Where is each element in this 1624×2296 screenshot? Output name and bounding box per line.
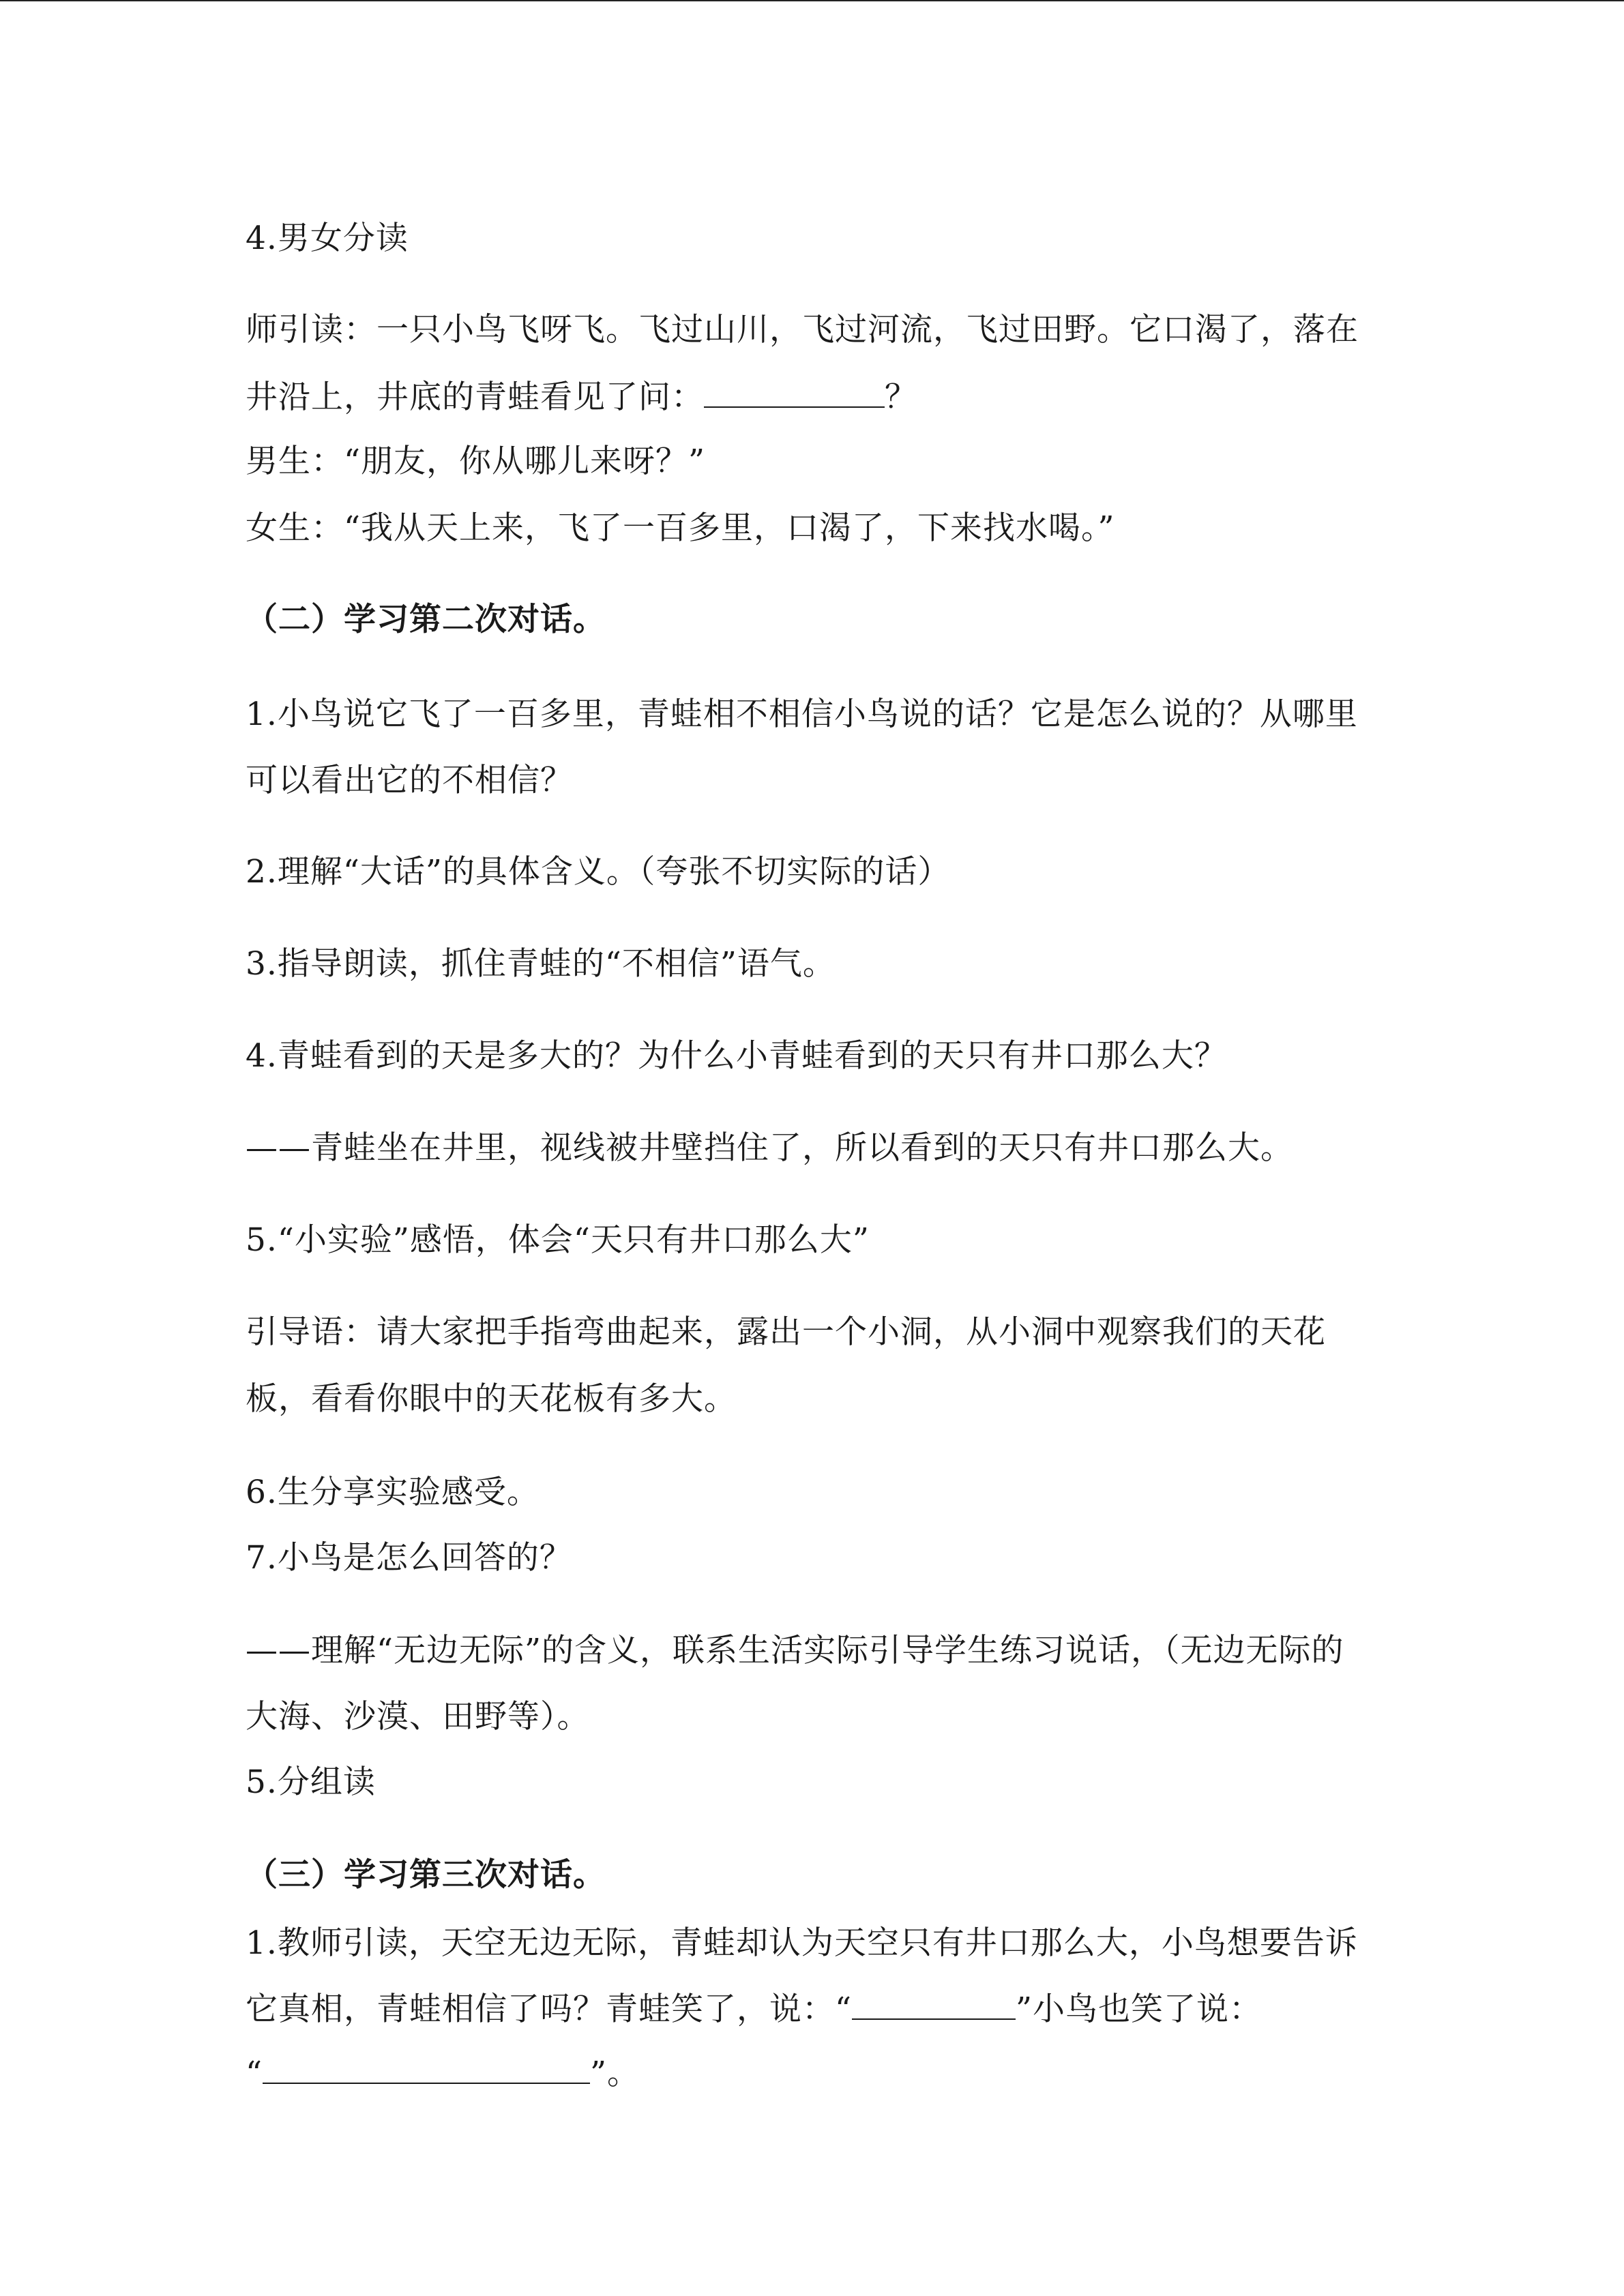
item-3-1-line3: “ ”。 <box>246 2053 640 2094</box>
teacher-lead-reading-line2: 井沿上，井底的青蛙看见了问： ？ <box>246 376 917 418</box>
section-heading-3: （三）学习第三次对话。 <box>246 1856 606 1894</box>
item-2-4-answer: ——青蛙坐在井里，视线被井壁挡住了，所以看到的天只有井口那么大。 <box>246 1129 1293 1167</box>
item-2-group-reading: 5.分组读 <box>246 1763 376 1801</box>
item-2-3: 3.指导朗读，抓住青蛙的“不相信”语气。 <box>246 945 836 983</box>
item-3-1-line1: 1.教师引读，天空无边无际，青蛙却认为天空只有井口那么大，小鸟想要告诉 <box>246 1924 1358 1962</box>
step-boy-girl-reading: 4.男女分读 <box>246 220 409 257</box>
item-2-7-answer-line1: ——理解“无边无际”的含义，联系生活实际引导学生练习说话，（无边无际的 <box>246 1632 1344 1669</box>
item-2-7: 7.小鸟是怎么回答的？ <box>246 1539 572 1577</box>
item-2-7-answer-line2: 大海、沙漠、田野等）。 <box>246 1698 590 1735</box>
item-2-6: 6.生分享实验感受。 <box>246 1474 540 1511</box>
fill-in-blank <box>704 376 885 408</box>
guide-words-line2: 板，看看你眼中的天花板有多大。 <box>246 1380 737 1418</box>
fill-in-blank <box>852 1988 1016 2020</box>
section-heading-2: （二）学习第二次对话。 <box>246 601 606 638</box>
item-2-4: 4.青蛙看到的天是多大的？为什么小青蛙看到的天只有井口那么大？ <box>246 1037 1227 1075</box>
item-2-1-line2: 可以看出它的不相信？ <box>246 762 573 799</box>
item-2-1-line1: 1.小鸟说它飞了一百多里，青蛙相不相信小鸟说的话？它是怎么说的？从哪里 <box>246 696 1358 733</box>
item-2-5: 5.“小实验”感悟，体会“天只有井口那么大” <box>246 1221 870 1259</box>
teacher-lead-reading-line1: 师引读：一只小鸟飞呀飞。飞过山川，飞过河流，飞过田野。它口渴了，落在 <box>246 311 1359 348</box>
girls-line: 女生：“我从天上来，飞了一百多里，口渴了，下来找水喝。” <box>246 509 1115 547</box>
fill-in-blank <box>263 2053 590 2084</box>
item-2-2: 2.理解“大话”的具体含义。（夸张不切实际的话） <box>246 853 951 891</box>
item-3-1-line2: 它真相，青蛙相信了吗？青蛙笑了，说：“ ”小鸟也笑了说： <box>246 1988 1262 2030</box>
boys-line: 男生：“朋友，你从哪儿来呀？” <box>246 443 706 480</box>
guide-words-line1: 引导语：请大家把手指弯曲起来，露出一个小洞，从小洞中观察我们的天花 <box>246 1313 1326 1351</box>
